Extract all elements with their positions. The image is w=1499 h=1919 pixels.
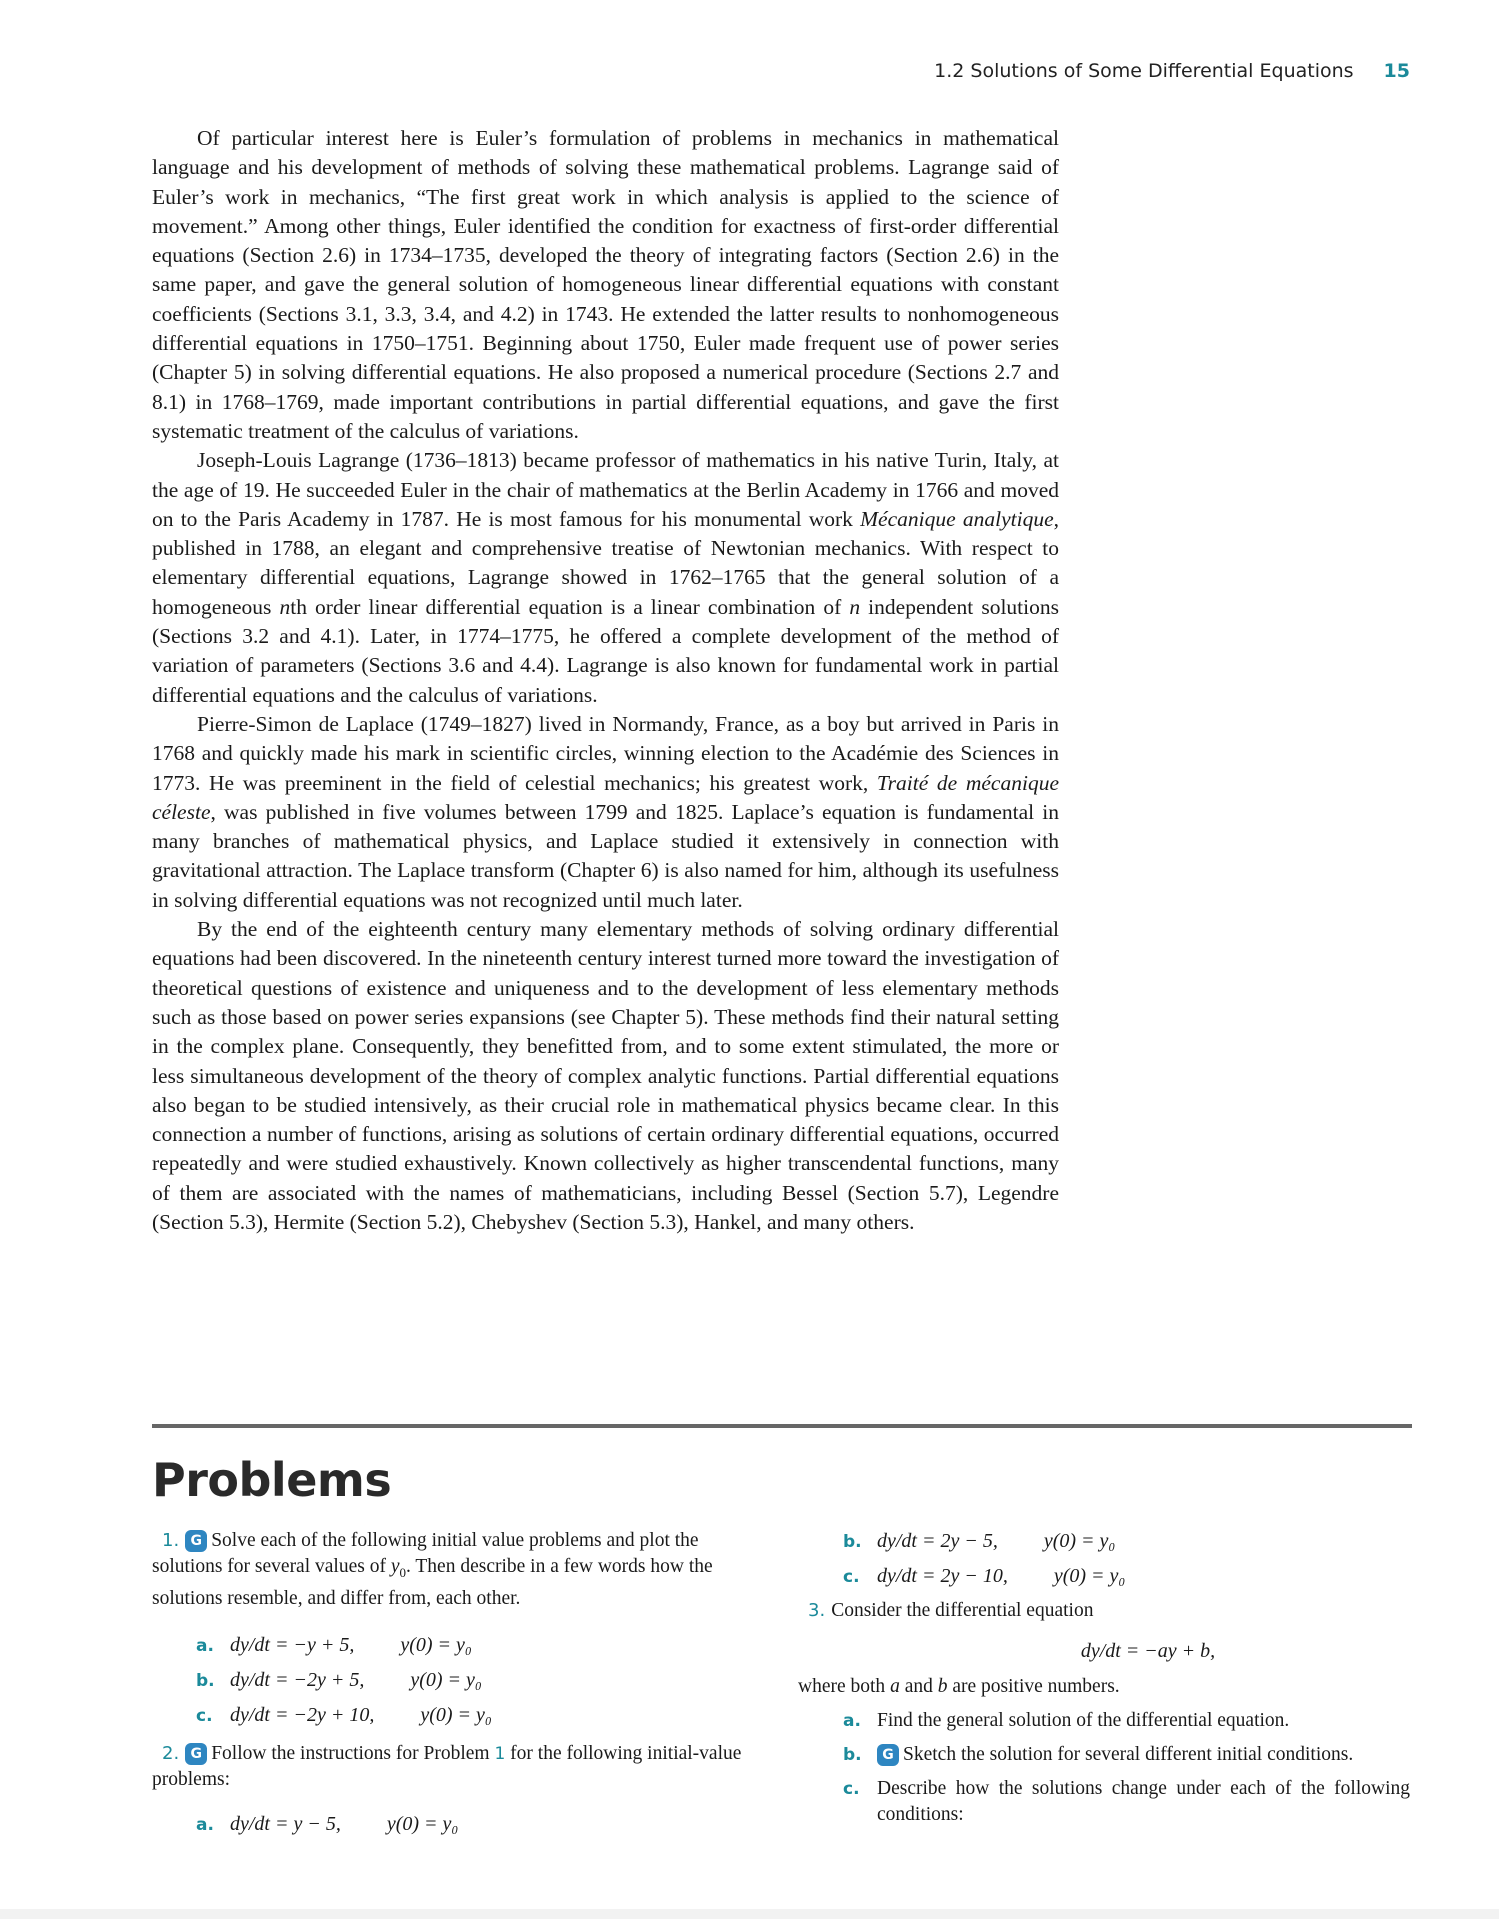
problem-text: . Then describe in a few words how the solutions resemble, and differ from, each other. [152,1556,713,1609]
part-label: b. [843,1745,862,1765]
section-divider [152,1424,1412,1428]
text-run: , published in 1788, an elegant and comprehensive treatise of Newtonian mechanics. With respect to elementary differential equations, Lagrange showed in 1762–1765 that the general solution of a homogeneous [152,506,1059,619]
problem-text: and [899,1676,938,1697]
body-text [152,124,1059,1237]
paragraph-euler [152,124,1059,446]
problem-1a [196,1632,764,1659]
equation: dy/dt = 2y − 10, [877,1565,1008,1587]
problem-text: Follow the instructions for Problem [211,1742,495,1764]
problem-number: 3. [808,1600,826,1621]
graphing-badge-icon: G [877,1744,899,1766]
problem-number: 1. [162,1530,180,1551]
part-text: Describe how the solutions change under each of the following conditions: [877,1778,1410,1825]
problem-2b [843,1528,1410,1555]
initial-condition: y(0) = y₀ [386,1812,459,1835]
part-label: c. [196,1705,213,1726]
problem-1-parts [152,1632,764,1729]
paragraph-nineteenth-text: By the end of the eighteenth century many elementary methods of solving ordinary differential equations had been discovered. In the nineteenth century interest turned more toward the investigation of theoretical questions of existence and uniqueness and to the development of less elementary methods such as those based on power series expansions (see Chapter 5). These methods find their natural setting in the complex plane. Consequently, they benefitted from, and to some extent stimulated, the more or less simultaneous development of the theory of complex analytic functions. Partial differential equations also began to be studied intensively, as their crucial role in mathematical physics became clear. In this connection a number of functions, arising as solutions of certain ordinary differential equations, occurred repeatedly and were studied exhaustively. Known collectively as higher transcendental functions, many of them are associated with the names of mathematicians, including Bessel (Section 5.7), Legendre (Section 5.3), Hermite (Section 5.2), Chebyshev (Section 5.3), Hankel, and many others. [152,917,1059,1234]
text-run: Pierre-Simon de Laplace (1749–1827) lived in Normandy, France, as a boy but arrived in Paris in 1768 and quickly made his mark in scientific circles, winning election to the Académie des Sciences in 1773. He was preeminent in the field of celestial mechanics; his greatest work, [152,711,1059,795]
math-var-b: b [937,1676,948,1697]
problem-2-parts [152,1811,764,1838]
initial-condition: y(0) = y₀ [1043,1530,1116,1552]
part-label: b. [843,1532,862,1552]
book-title-mecanique: Mécanique analytique [860,506,1054,531]
running-header [934,60,1410,90]
part-text: Find the general solution of the differential equation. [877,1710,1290,1731]
math-var-n: n [279,594,291,619]
problem-2-parts-cont [798,1528,1410,1590]
math-var-n: n [849,594,861,619]
initial-condition: y(0) = y₀ [410,1668,482,1691]
part-label: b. [196,1670,215,1691]
problem-3b [843,1742,1410,1768]
paragraph-nineteenth-century [152,915,1059,1237]
problems-right-column [798,1528,1410,1836]
paragraph-euler-text: Of particular interest here is Euler’s formulation of problems in mechanics in mathematical language and his development of methods of solving these mathematical problems. Lagrange said of Euler’s work in mechanics, “The first great work in which analysis is applied to the science of movement.” Among other things, Euler identified the condition for exactness of first-order differential equations (Section 2.6) in 1734–1735, developed the theory of integrating factors (Section 2.6) in the same paper, and gave the general solution of homogeneous linear differential equations with constant coefficients (Sections 3.1, 3.3, 3.4, and 4.2) in 1743. He extended the latter results to nonhomogeneous differential equations in 1750–1751. Beginning about 1750, Euler made frequent use of power series (Chapter 5) in solving differential equations. He also proposed a numerical procedure (Sections 2.7 and 8.1) in 1768–1769, made important contributions in partial differential equations, and gave the first systematic treatment of the calculus of variations. [152,126,1059,443]
graphing-badge-icon: G [185,1530,207,1552]
problem-3-where [798,1674,1410,1700]
part-label: a. [196,1814,214,1835]
problem-text: Consider the differential equation [831,1600,1094,1621]
part-label: a. [843,1711,861,1731]
problems-left-column [152,1528,764,1846]
part-label: c. [843,1567,860,1587]
display-equation: dy/dt = −ay + b, [1080,1640,1216,1662]
paragraph-lagrange [152,446,1059,710]
problem-3 [798,1598,1410,1624]
text-run: , was published in five volumes between 1799 and 1825. Laplace’s equation is fundamental in many branches of mathematical physics, and Laplace studied it extensively in connection with gravitational attraction. The Laplace transform (Chapter 6) is also named for him, although its usefulness in solving differential equations was not recognized until much later. [152,799,1059,912]
problem-2a [196,1811,764,1838]
equation: dy/dt = −2y + 5, [230,1668,365,1691]
problem-3-parts [798,1708,1410,1828]
problem-number: 2. [162,1742,180,1764]
problem-text: are positive numbers. [947,1676,1120,1697]
problem-text: Solve each of the following initial value problems and plot the solutions for several values of [152,1530,699,1577]
equation: dy/dt = −2y + 10, [230,1703,375,1726]
math-subscript: 0 [399,1564,406,1580]
problem-text: where both [798,1676,891,1697]
part-label: c. [843,1779,860,1799]
initial-condition: y(0) = y₀ [420,1703,492,1726]
paragraph-laplace [152,710,1059,915]
part-label: a. [196,1635,214,1656]
equation: dy/dt = y − 5, [230,1812,341,1835]
problem-1 [152,1528,764,1612]
page-bottom-band [0,1909,1499,1919]
graphing-badge-icon: G [185,1743,207,1765]
text-run: th order linear differential equation is a linear combination of [290,594,850,619]
problems-heading: Problems [152,1453,392,1507]
text-run: Joseph-Louis Lagrange (1736–1813) became professor of mathematics in his native Turin, Italy, at the age of 19. He succeeded Euler in the chair of mathematics at the Berlin Academy in 1766 and moved on to the Paris Academy in 1787. He is most famous for his monumental work [152,448,1059,531]
text-run: independent solutions (Sections 3.2 and 4.1). Later, in 1774–1775, he offered a complete development of the method of variation of parameters (Sections 3.6 and 4.4). Lagrange is also known for fundamental work in partial differential equations and the calculus of variations. [152,594,1059,707]
problem-3a [843,1708,1410,1734]
problem-1b [196,1667,764,1694]
problem-2c [843,1563,1410,1590]
problem-2 [152,1741,764,1793]
initial-condition: y(0) = y₀ [1053,1565,1126,1587]
initial-condition: y(0) = y₀ [400,1633,472,1656]
page-number: 15 [1383,60,1410,82]
math-var-y: y [390,1556,400,1577]
book-title-traite: Traité de mécanique céleste [152,770,1059,824]
problem-1c [196,1702,764,1729]
part-text: Sketch the solution for several different initial conditions. [903,1744,1354,1765]
problem-reference-link[interactable]: 1 [494,1743,506,1764]
equation: dy/dt = −y + 5, [230,1633,355,1656]
problem-3c [843,1776,1410,1828]
problem-text: for the following initial-value problems: [152,1742,742,1790]
equation: dy/dt = 2y − 5, [877,1530,998,1552]
math-var-a: a [890,1676,900,1697]
running-title: 1.2 Solutions of Some Differential Equations [934,60,1354,82]
